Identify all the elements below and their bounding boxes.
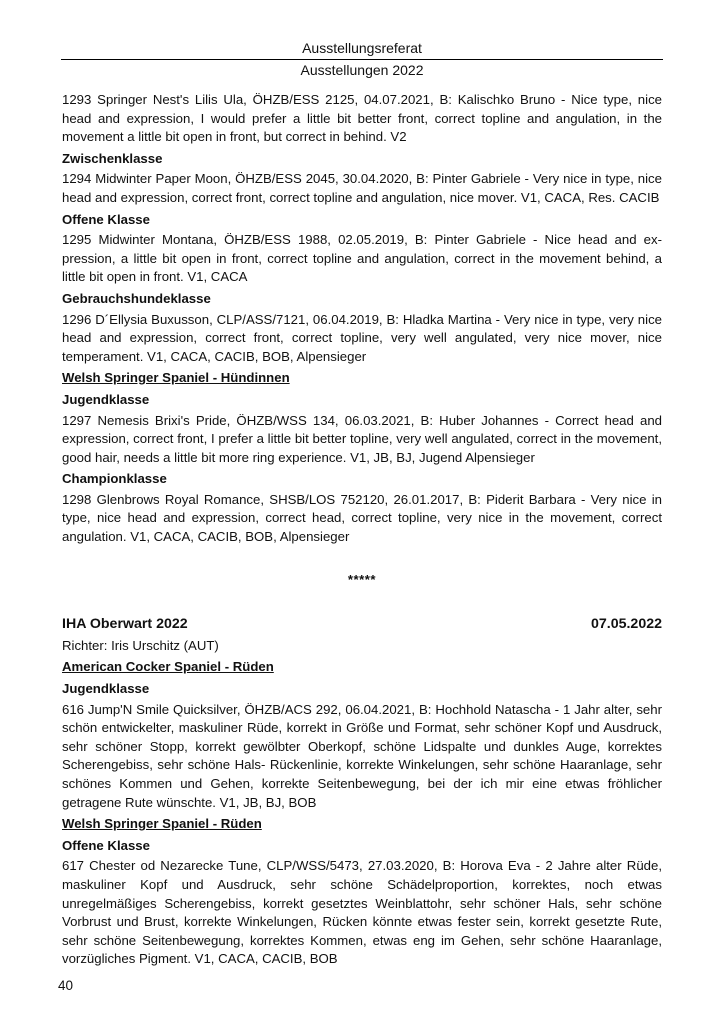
entry-1298: 1298 Glenbrows Royal Romance, SHSB/LOS 752120, 26.01.2017, B: Piderit Barbara - Very nice in type, nice head and expression, correct head, correct topline, very nice in the movement, correct angulation. V1, CACA, CACIB, BOB, Alpensieger xyxy=(62,491,662,545)
entry-1296: 1296 D´Ellysia Buxusson, CLP/ASS/7121, 06.04.2019, B: Hladka Martina - Very nice in type, very nice head and expression, correct front, correct topline, very well angulated, very nice mover, nice temperament. V1, CACA, CACIB, BOB, Alpensieger xyxy=(62,311,662,364)
class-heading-jugendklasse: Jugendklasse xyxy=(62,681,150,697)
breed-heading-acs-rueden: American Cocker Spaniel - Rüden xyxy=(62,659,274,675)
show-date: 07.05.2022 xyxy=(590,616,662,633)
entry-617: 617 Chester od Nezarecke Tune, CLP/WSS/5473, 27.03.2020, B: Horova Eva - 2 Jahre alter Rüde, maskuliner Kopf und Ausdruck, sehr schöne Schädelproportion, korrektes, noch etwas unregelmäßiges Scherengebiss, korrekt gesetztes Weinblattohr, sehr schöner Hals, sehr schöne Vorbrust und Brust, korrekte Winkelungen, Rücken könnte etwas fester sein, korrekt gesetzte Rute, sehr schöne Seitenbewegung, korrektes Kommen, etwas eng im Gehen, sehr schöne Haaranlage, vorzügliches Pigment. V1, CACA, CACIB, BOB xyxy=(62,858,662,967)
class-heading-gebrauchshundeklasse: Gebrauchshundeklasse xyxy=(62,290,211,306)
entry-1293: 1293 Springer Nest's Lilis Ula, ÖHZB/ESS 2125, 04.07.2021, B: Kalischko Bruno - Nice type, nice head and expression, I would prefer a little bit better front, correct topline and angulation, in the movement a little bit open in front, but correct in behind. V2 xyxy=(62,92,662,145)
breed-heading-welsh-huendinnen: Welsh Springer Spaniel - Hündinnen xyxy=(62,370,290,386)
class-heading-jugendklasse: Jugendklasse xyxy=(62,391,150,407)
entry-1297: 1297 Nemesis Brixi's Pride, ÖHZB/WSS 134, 06.03.2021, B: Huber Johannes - Correct head and expression, correct front, I prefer a little bit better topline, very well angulated, correct in the movement, good hair, needs a little bit more ring experience. V1, JB, BJ, Jugend Alpensieger xyxy=(62,412,662,465)
header-subtitle: Ausstellungen 2022 xyxy=(300,62,424,78)
class-heading-championklasse: Championklasse xyxy=(62,471,167,487)
entry-1294: 1294 Midwinter Paper Moon, ÖHZB/ESS 2045, 30.04.2020, B: Pinter Gabriele - Very nice in type, nice head and expression, correct front, correct topline and angulation, nice mover. V1, CACA, Res. CACIB xyxy=(62,171,662,205)
class-heading-offene-klasse: Offene Klasse xyxy=(62,837,150,853)
class-heading-zwischenklasse: Zwischenklasse xyxy=(62,150,163,166)
page-content xyxy=(62,91,662,969)
entry-1295: 1295 Midwinter Montana, ÖHZB/ESS 1988, 02.05.2019, B: Pinter Gabriele - Nice head and expression, a little bit open in front, correct topline and angulation, correct in the movement behind, a little bit open in front. V1, CACA xyxy=(62,232,662,285)
page-number: 40 xyxy=(58,978,74,993)
judge-line: Richter: Iris Urschitz (AUT) xyxy=(62,637,219,653)
show-title: IHA Oberwart 2022 xyxy=(62,616,188,633)
show-heading xyxy=(62,615,662,634)
section-separator: ***** xyxy=(347,571,377,587)
header-rule xyxy=(61,59,663,60)
breed-heading-welsh-rueden: Welsh Springer Spaniel - Rüden xyxy=(62,816,262,832)
entry-616: 616 Jump'N Smile Quicksilver, ÖHZB/ACS 292, 06.04.2021, B: Hochhold Natascha - 1 Jahr alter, sehr schön entwickelter, maskuliner Rüde, korrekt in Größe und Format, sehr schöner Kopf und Ausdruck, sehr schöner Stopp, korrekt gewölbter Oberkopf, schöne Lidspalte und dunkles Auge, korrektes Scherengebiss, sehr schöne Hals- Rückenlinie, korrekte Winkelungen, sehr schöne Haaranlage, sehr schönes Kommen und Gehen, korrekte Seitenbewegung, bei der ich mir eine etwas fröhlicher getragene Rute wünschte. V1, JB, BJ, BOB xyxy=(62,701,662,810)
running-header xyxy=(61,38,663,79)
header-title: Ausstellungsreferat xyxy=(302,40,422,56)
class-heading-offene-klasse: Offene Klasse xyxy=(62,211,150,227)
